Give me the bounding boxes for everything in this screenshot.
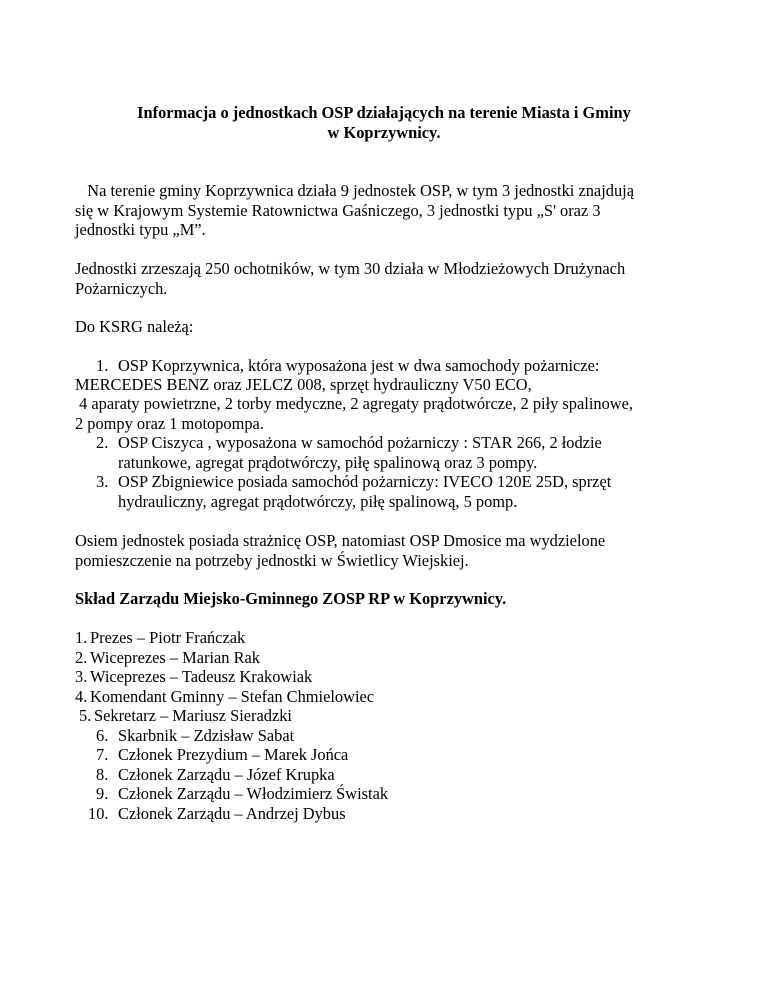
board-item: Wiceprezes – Marian Rak	[90, 648, 260, 667]
board-item: Członek Zarządu – Andrzej Dybus	[118, 804, 346, 823]
intro-paragraph	[75, 181, 715, 240]
board-item-number: 10.	[88, 804, 109, 823]
ksrg-item-number: 3.	[96, 472, 109, 491]
board-item: Sekretarz – Mariusz Sieradzki	[94, 706, 292, 725]
title-line-1: Informacja o jednostkach OSP działających na terenie Miasta i Gminy	[137, 103, 631, 122]
ksrg-label-text: Do KSRG należą:	[75, 317, 194, 336]
board-item: Członek Prezydium – Marek Jońca	[118, 745, 349, 764]
board-item: Wiceprezes – Tadeusz Krakowiak	[90, 667, 313, 686]
members-line: Pożarniczych.	[75, 278, 168, 298]
intro-line: Na terenie gminy Koprzywnica działa 9 jednostek OSP, w tym 3 jednostki znajdują	[75, 181, 634, 200]
board-item: Komendant Gminny – Stefan Chmielowiec	[90, 687, 375, 706]
board-item-number: 3.	[75, 667, 88, 686]
ksrg-item-line: OSP Zbigniewice posiada samochód pożarniczy: IVECO 120E 25D, sprzęt	[118, 472, 612, 491]
stations-line: Osiem jednostek posiada strażnicę OSP, natomiast OSP Dmosice ma wydzielone	[75, 531, 606, 550]
board-item-number: 7.	[96, 745, 109, 764]
ksrg-item-line: MERCEDES BENZ oraz JELCZ 008, sprzęt hydrauliczny V50 ECO,	[75, 375, 532, 394]
board-item-number: 8.	[96, 765, 109, 784]
board-heading	[75, 589, 715, 609]
intro-line: jednostki typu „M”.	[75, 220, 206, 239]
ksrg-item-line: hydrauliczny, agregat prądotwórczy, piłę spalinową, 5 pomp.	[118, 492, 518, 511]
ksrg-item-line: OSP Koprzywnica, która wyposażona jest w dwa samochody pożarnicze:	[118, 356, 600, 375]
ksrg-label	[75, 317, 715, 337]
board-item-number: 4.	[75, 687, 88, 706]
board-item: Członek Zarządu – Włodzimierz Świstak	[118, 784, 389, 803]
board-item: Prezes – Piotr Frańczak	[90, 628, 246, 647]
board-item-number: 2.	[75, 648, 88, 667]
stations-paragraph	[75, 531, 715, 570]
board-item: Skarbnik – Zdzisław Sabat	[118, 726, 295, 745]
board-item-number: 5.	[79, 706, 92, 725]
ksrg-item-number: 2.	[96, 433, 109, 452]
document-title	[60, 103, 708, 142]
title-line-2: w Koprzywnicy.	[327, 122, 441, 142]
members-line: Jednostki zrzeszają 250 ochotników, w tym 30 działa w Młodzieżowych Drużynach	[75, 259, 626, 278]
board-item-number: 6.	[96, 726, 109, 745]
ksrg-item-number: 1.	[96, 356, 109, 375]
intro-line: się w Krajowym Systemie Ratownictwa Gaśniczego, 3 jednostki typu „S' oraz 3	[75, 200, 601, 220]
ksrg-item-line: ratunkowe, agregat prądotwórczy, piłę spalinową oraz 3 pompy.	[118, 453, 538, 472]
board-item-number: 9.	[96, 784, 109, 803]
board-heading-text: Skład Zarządu Miejsko-Gminnego ZOSP RP w Koprzywnicy.	[75, 589, 507, 608]
stations-line: pomieszczenie na potrzeby jednostki w Świetlicy Wiejskiej.	[75, 550, 469, 570]
board-item: Członek Zarządu – Józef Krupka	[118, 765, 335, 784]
ksrg-item-line: 2 pompy oraz 1 motopompa.	[75, 414, 264, 433]
members-paragraph	[75, 259, 715, 298]
board-item-number: 1.	[75, 628, 88, 647]
ksrg-item-line: OSP Ciszyca , wyposażona w samochód pożarniczy : STAR 266, 2 łodzie	[118, 433, 602, 452]
ksrg-item-line: 4 aparaty powietrzne, 2 torby medyczne, 2 agregaty prądotwórcze, 2 piły spalinowe,	[75, 394, 633, 413]
